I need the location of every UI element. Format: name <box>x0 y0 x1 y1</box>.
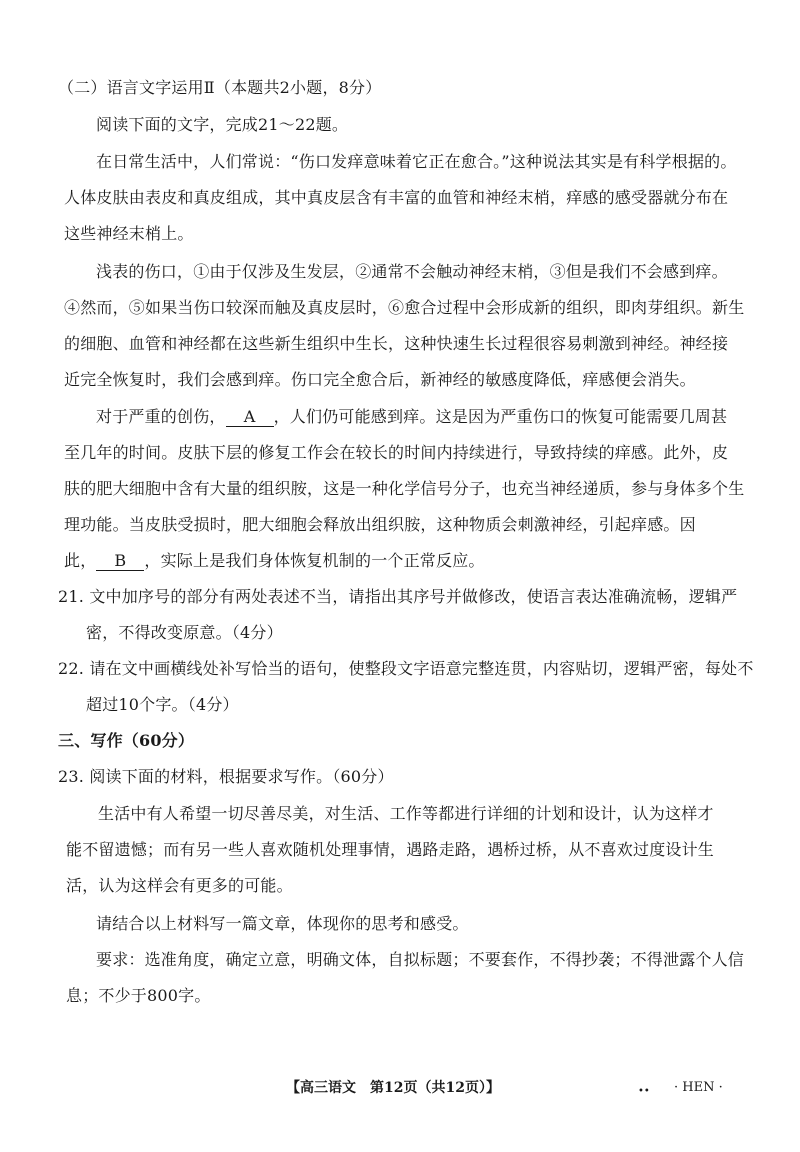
passage-line-with-blank-a <box>96 406 727 428</box>
passage-line: 近完全恢复时，我们会感到痒。伤口完全愈合后，新神经的敏感度降低，痒感便会消失。 <box>64 370 696 389</box>
question-21: 21. 文中加序号的部分有两处表述不当，请指出其序号并做修改，使语言表达准确流畅，逻辑严 <box>58 587 738 606</box>
page-footer: 【高三语文 第12页（共12页）】 <box>286 1080 500 1096</box>
passage-text: 此， <box>64 551 97 570</box>
passage-line: 这些神经末梢上。 <box>64 224 194 243</box>
blank-b: B <box>96 552 144 571</box>
question-23: 23. 阅读下面的材料，根据要求写作。（60分） <box>58 767 394 786</box>
passage-line: 的细胞、血管和神经都在这些新生组织中生长，这种快速生长过程很容易刺激到神经。神经接 <box>64 334 729 353</box>
passage-line: 至几年的时间。皮肤下层的修复工作会在较长的时间内持续进行，导致持续的痒感。此外，皮 <box>64 443 729 462</box>
section-heading: （二）语言文字运用Ⅱ（本题共2小题，8分） <box>58 78 382 97</box>
passage-line-with-blank-b <box>64 550 485 572</box>
passage-text: ，实际上是我们身体恢复机制的一个正常反应。 <box>144 551 485 570</box>
reading-instruction: 阅读下面的文字，完成21～22题。 <box>96 115 349 134</box>
passage-line: ④然而，⑤如果当伤口较深而触及真皮层时，⑥愈合过程中会形成新的组织，即肉芽组织。新生 <box>64 298 745 317</box>
writing-section-heading: 三、写作（60分） <box>58 731 195 750</box>
material-line: 能不留遗憾；而有另一些人喜欢随机处理事情，遇路走路，遇桥过桥，从不喜欢过度设计生 <box>66 840 715 859</box>
blank-a: A <box>226 408 274 427</box>
writing-requirements-cont: 息；不少于800字。 <box>66 986 211 1005</box>
material-line: 生活中有人希望一切尽善尽美，对生活、工作等都进行详细的计划和设计，认为这样才 <box>98 804 714 823</box>
passage-line: 在日常生活中，人们常说：“伤口发痒意味着它正在愈合。”这种说法其实是有科学根据的。 <box>96 152 737 171</box>
passage-line: 浅表的伤口，①由于仅涉及生发层，②通常不会触动神经末梢，③但是我们不会感到痒。 <box>96 262 728 281</box>
passage-text: 对于严重的创伤， <box>96 407 226 426</box>
exam-code: · HEN · <box>674 1080 723 1095</box>
passage-line: 人体皮肤由表皮和真皮组成，其中真皮层含有丰富的血管和神经末梢，痒感的感受器就分布在 <box>64 188 729 207</box>
scan-mark: •• <box>638 1086 650 1097</box>
question-22: 22. 请在文中画横线处补写恰当的语句，使整段文字语意完整连贯，内容贴切，逻辑严密，每处不 <box>58 659 754 678</box>
passage-line: 肤的肥大细胞中含有大量的组织胺，这是一种化学信号分子，也充当神经递质，参与身体多个生 <box>64 479 745 498</box>
material-line: 活，认为这样会有更多的可能。 <box>66 876 293 895</box>
passage-line: 理功能。当皮肤受损时，肥大细胞会释放出组织胺，这种物质会刺激神经，引起痒感。因 <box>64 515 696 534</box>
writing-task: 请结合以上材料写一篇文章，体现你的思考和感受。 <box>96 914 469 933</box>
passage-text: ，人们仍可能感到痒。这是因为严重伤口的恢复可能需要几周甚 <box>273 407 728 426</box>
writing-requirements: 要求：选准角度，确定立意，明确文体，自拟标题；不要套作，不得抄袭；不得泄露个人信 <box>96 950 745 969</box>
question-22-cont: 超过10个字。（4分） <box>86 695 239 714</box>
question-21-cont: 密，不得改变原意。（4分） <box>86 623 283 642</box>
